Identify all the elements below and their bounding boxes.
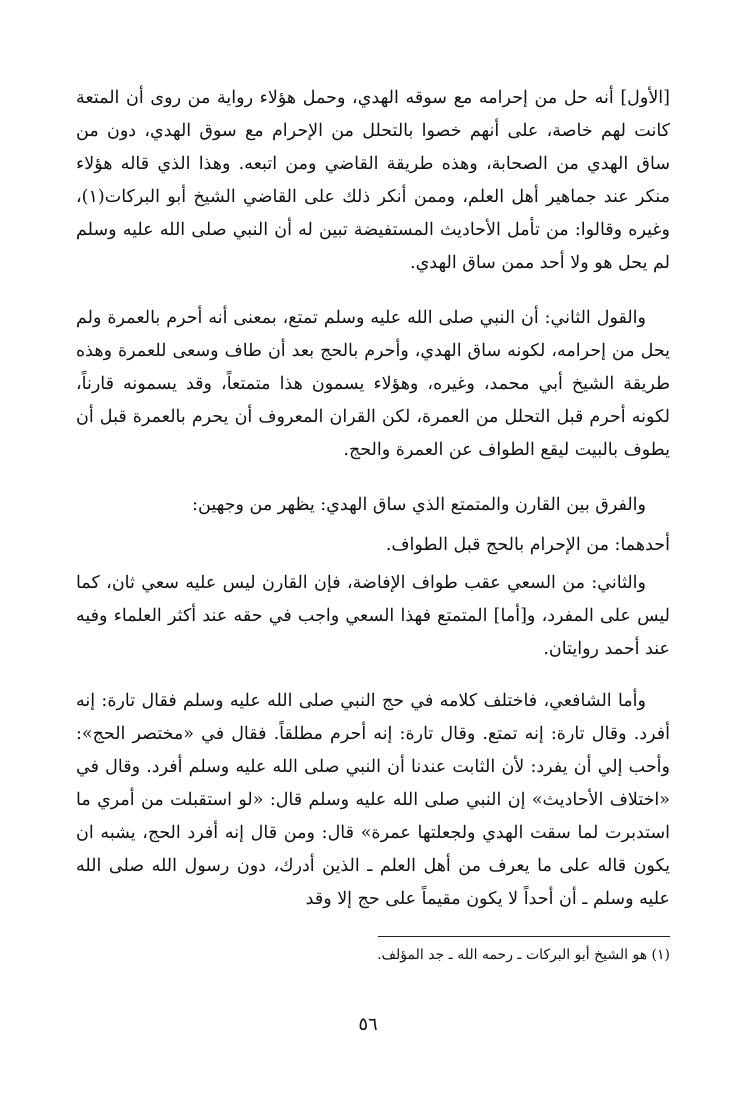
body-paragraph-2 [76,302,670,467]
paragraph-text: [الأول] أنه حل من إحرامه مع سوقه الهدي، وحمل هؤلاء رواية من روى أن المتعة كانت لهم خاصة، على أنهم خصوا بالتحلل من الإحرام مع سوق الهدي، دون من ساق الهدي من الصحابة، وهذه طريقة القاضي ومن اتبعه. وهذا الذي قاله هؤلاء منكر عند جماهير أهل العلم، وممن أنكر ذلك على القاضي الشيخ أبو البركات(١)، وغيره وقالوا: من تأمل الأحاديث المستفيضة تبين له أن النبي صلى الله عليه وسلم لم يحل هو ولا أحد ممن ساق الهدي. [76,88,670,273]
body-paragraph-4 [76,529,670,562]
paragraph-text: أحدهما: من الإحرام بالحج قبل الطواف. [385,535,670,555]
footnote: (١) هو الشيخ أبو البركات ـ رحمه الله ـ جد المؤلف. [377,947,670,963]
body-paragraph-1 [76,82,670,280]
paragraph-text: والقول الثاني: أن النبي صلى الله عليه وسلم تمتع، بمعنى أنه أحرم بالعمرة ولم يحل من إحرامه، لكونه ساق الهدي، وأحرم بالحج بعد أن طاف وسعى للعمرة وهذه طريقة الشيخ أبي محمد، وغيره، وهؤلاء يسمون هذا متمتعاً، وقد يسمونه قارناً، لكونه أحرم قبل التحلل من العمرة، لكن القران المعروف أن يحرم بالعمرة قبل أن يطوف بالبيت ليقع الطواف عن العمرة والحج. [76,308,671,460]
body-paragraph-3 [76,489,670,522]
paragraph-text: والفرق بين القارن والمتمتع الذي ساق الهدي: يظهر من وجهين: [192,495,646,515]
paragraph-text: وأما الشافعي، فاختلف كلامه في حج النبي صلى الله عليه وسلم فقال تارة: إنه أفرد. وقال تارة: إنه تمتع. وقال تارة: إنه أحرم مطلقاً. فقال في «مختصر الحج»: وأحب إلي أن يفرد: لأن الثابت عندنا أن النبي صلى الله عليه وسلم أفرد. وقال في «اختلاف الأحاديث» إن النبي صلى الله عليه وسلم قال: «لو استقبلت من أمري ما استدبرت لما سقت الهدي ولجعلتها عمرة» قال: ومن قال إنه أفرد الحج، يشبه ان يكون قاله على ما يعرف من أهل العلم ـ الذين أدرك، دون رسول الله صلى الله عليه وسلم ـ أن أحداً لا يكون مقيماً على حج إلا وقد [76,691,670,909]
page-number: ٥٦ [358,1014,378,1035]
footnote-separator [378,936,670,937]
paragraph-text: والثاني: من السعي عقب طواف الإفاضة، فإن القارن ليس عليه سعي ثان، كما ليس على المفرد، و[أما] المتمتع فهذا السعي واجب في حقه عند أكثر العلماء وفيه عند أحمد روايتان. [76,573,670,659]
body-paragraph-5 [76,567,670,666]
body-paragraph-6 [76,685,670,916]
